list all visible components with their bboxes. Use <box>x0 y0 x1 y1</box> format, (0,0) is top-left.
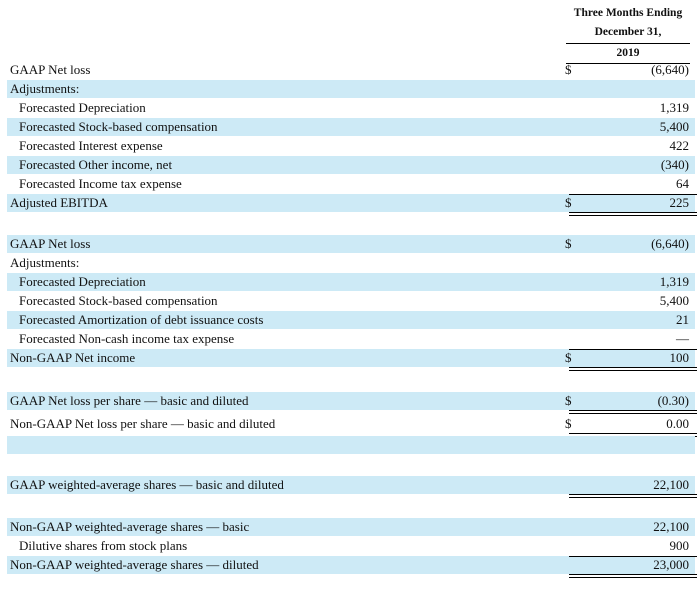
row-value: 21 <box>676 312 689 327</box>
row-value: 1,319 <box>659 274 689 289</box>
row-label: Forecasted Income tax expense <box>19 176 182 191</box>
row-label: Forecasted Depreciation <box>19 274 146 289</box>
row-label: Adjustments: <box>10 81 80 96</box>
row-value: 0.00 <box>666 416 689 431</box>
currency-symbol: $ <box>565 416 572 431</box>
row-label: GAAP weighted-average shares — basic and diluted <box>10 477 284 492</box>
table-row <box>7 392 695 410</box>
table-row <box>7 137 695 155</box>
table-row <box>7 235 695 253</box>
header-date: December 31, <box>594 26 662 38</box>
row-value: — <box>676 331 689 346</box>
row-value: 100 <box>669 350 689 365</box>
table-row <box>7 415 695 433</box>
row-value: 22,100 <box>653 477 689 492</box>
row-value: 23,000 <box>653 557 689 572</box>
currency-symbol: $ <box>565 393 572 408</box>
table-row-total <box>7 556 695 574</box>
row-value: (6,640) <box>651 62 689 77</box>
table-row <box>7 99 695 117</box>
row-label: Forecasted Amortization of debt issuance costs <box>19 312 264 327</box>
total-double-rule <box>569 574 697 578</box>
row-label: Non-GAAP weighted-average shares — diluted <box>10 557 259 572</box>
table-row <box>7 292 695 310</box>
row-label: GAAP Net loss <box>10 236 91 251</box>
table-row <box>7 80 695 98</box>
row-value: (6,640) <box>651 236 689 251</box>
total-double-rule <box>569 367 697 371</box>
currency-symbol: $ <box>565 195 572 210</box>
row-label: Non-GAAP Net income <box>10 350 136 365</box>
currency-symbol: $ <box>565 62 572 77</box>
row-label: Dilutive shares from stock plans <box>19 538 188 553</box>
row-label: Forecasted Depreciation <box>19 100 146 115</box>
row-value: 5,400 <box>659 119 689 134</box>
total-double-rule <box>569 410 697 414</box>
table-row <box>7 273 695 291</box>
row-label: Forecasted Other income, net <box>19 157 173 172</box>
row-value: 225 <box>669 195 689 210</box>
row-label: Forecasted Interest expense <box>19 138 163 153</box>
row-value: (0.30) <box>657 393 689 408</box>
row-label: Non-GAAP weighted-average shares — basic <box>10 519 250 534</box>
row-label: GAAP Net loss <box>10 62 91 77</box>
table-row <box>7 175 695 193</box>
row-value: 22,100 <box>653 519 689 534</box>
row-label: Adjusted EBITDA <box>10 195 108 210</box>
table-row-total <box>7 349 695 367</box>
row-label: Adjustments: <box>10 255 80 270</box>
table-row <box>7 311 695 329</box>
total-double-rule <box>569 494 697 498</box>
table-row-total <box>7 194 695 212</box>
table-row <box>7 476 695 494</box>
row-value: (340) <box>660 157 689 172</box>
total-double-rule <box>569 212 697 216</box>
header-year: 2019 <box>616 47 640 59</box>
table-row <box>7 518 695 536</box>
header-period: Three Months Ending <box>573 7 683 19</box>
currency-symbol: $ <box>565 236 572 251</box>
row-value: 900 <box>669 538 689 553</box>
table-row <box>7 156 695 174</box>
table-row <box>7 61 695 79</box>
currency-symbol: $ <box>565 350 572 365</box>
row-label: Forecasted Stock-based compensation <box>19 119 218 134</box>
row-value: 64 <box>676 176 689 191</box>
table-row <box>7 118 695 136</box>
row-label: Forecasted Stock-based compensation <box>19 293 218 308</box>
row-label: Forecasted Non-cash income tax expense <box>19 331 235 346</box>
row-value: 422 <box>669 138 689 153</box>
table-row <box>7 254 695 272</box>
row-value: 5,400 <box>659 293 689 308</box>
row-label: Non-GAAP Net loss per share — basic and diluted <box>10 416 276 431</box>
spacer-row <box>7 436 695 454</box>
row-label: GAAP Net loss per share — basic and diluted <box>10 393 249 408</box>
table-row <box>7 330 695 348</box>
row-value: 1,319 <box>659 100 689 115</box>
table-row <box>7 537 695 555</box>
